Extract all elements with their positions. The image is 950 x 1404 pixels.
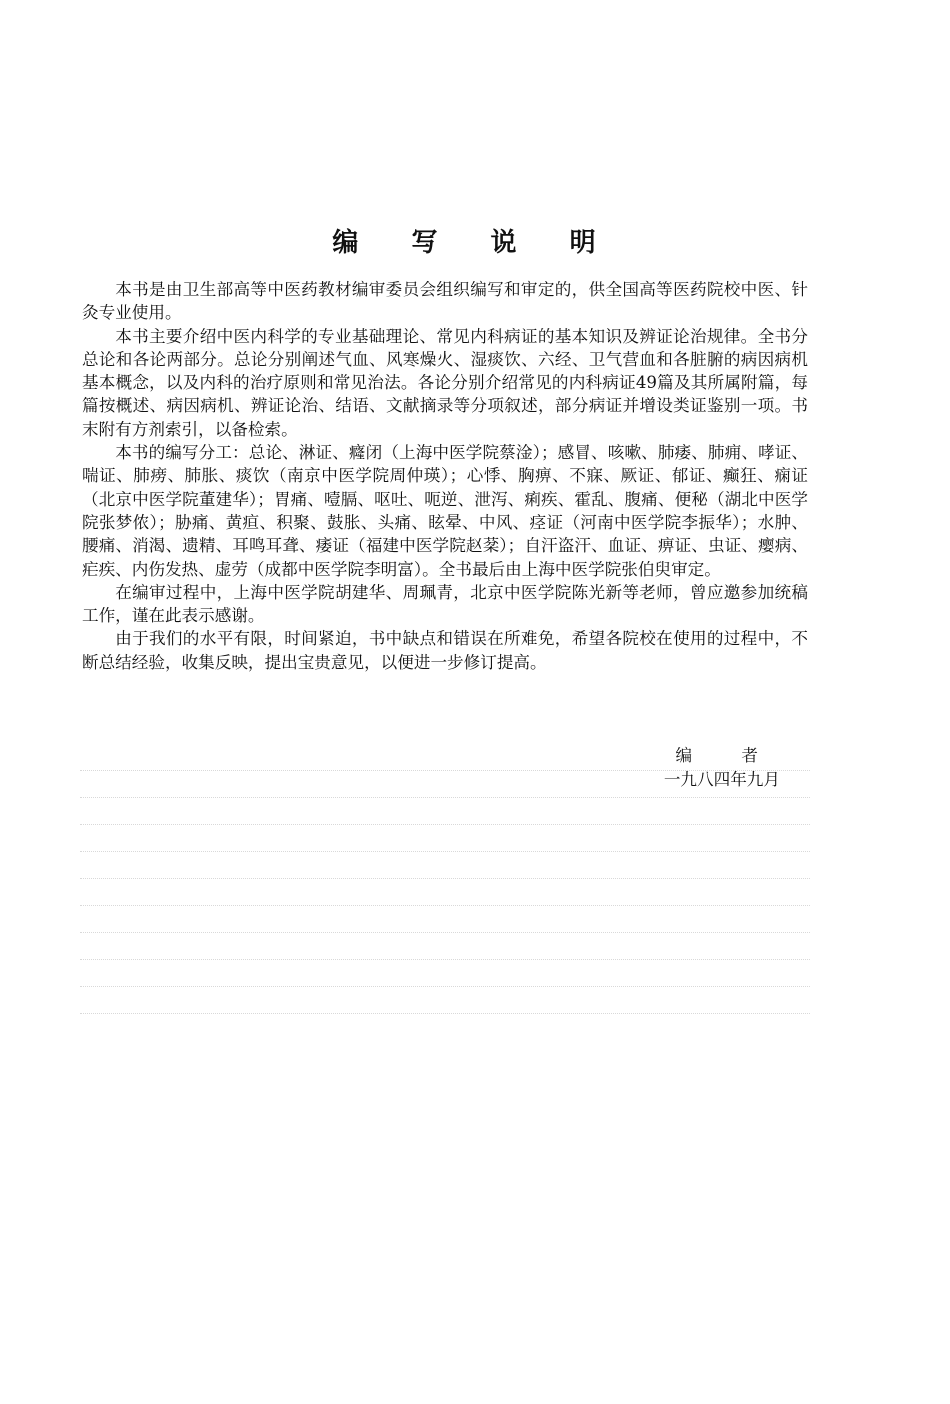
- paragraph-feedback-request: 由于我们的水平有限，时间紧迫，书中缺点和错误在所难免，希望各院校在使用的过程中，不断总结经验，收集反映，提出宝贵意见，以便进一步修订提高。: [82, 629, 808, 672]
- preface-body: [82, 278, 808, 674]
- page-title: 编 写 说 明: [332, 228, 618, 258]
- signoff-author: 编 者: [675, 746, 780, 765]
- paragraph-acknowledgement: 在编审过程中，上海中医学院胡建华、周珮青，北京中医学院陈光新等老师，曾应邀参加统稿工作，谨在此表示感谢。: [82, 582, 808, 626]
- signoff-date: 一九八四年九月: [663, 770, 780, 789]
- paragraph-authorship: 本书的编写分工：总论、淋证、癃闭（上海中医学院蔡淦）；感冒、咳嗽、肺痿、肺痈、哮证、喘证、肺痨、肺胀、痰饮（南京中医学院周仲瑛）；心悸、胸痹、不寐、厥证、郁证、癫狂、痫证（北京中医学院董建华）；胃痛、噎膈、呕吐、呃逆、泄泻、痢疾、霍乱、腹痛、便秘（湖北中医学院张梦侬）；胁痛、黄疸、积聚、鼓胀、头痛、眩晕、中风、痉证（河南中医学院李振华）；水肿、腰痛、消渴、遗精、耳鸣耳聋、痿证（福建中医学院赵棻）；自汗盗汗、血证、痹证、虫证、瘿病、疟疾、内伤发热、虚劳（成都中医学院李明富）。全书最后由上海中医学院张伯臾审定。: [82, 443, 808, 579]
- paragraph-purpose: 本书是由卫生部高等中医药教材编审委员会组织编写和审定的，供全国高等医药院校中医、针灸专业使用。: [82, 280, 808, 323]
- bleed-through-noise: [80, 770, 810, 1060]
- paragraph-content-overview: 本书主要介绍中医内科学的专业基础理论、常见内科病证的基本知识及辨证论治规律。全书分总论和各论两部分。总论分别阐述气血、风寒燥火、湿痰饮、六经、卫气营血和各脏腑的病因病机基本概念，以及内科的治疗原则和常见治法。各论分别介绍常见的内科病证49篇及其所属附篇，每篇按概述、病因病机、辨证论治、结语、文献摘录等分项叙述，部分病证并增设类证鉴别一项。书末附有方剂索引，以备检索。: [82, 326, 808, 439]
